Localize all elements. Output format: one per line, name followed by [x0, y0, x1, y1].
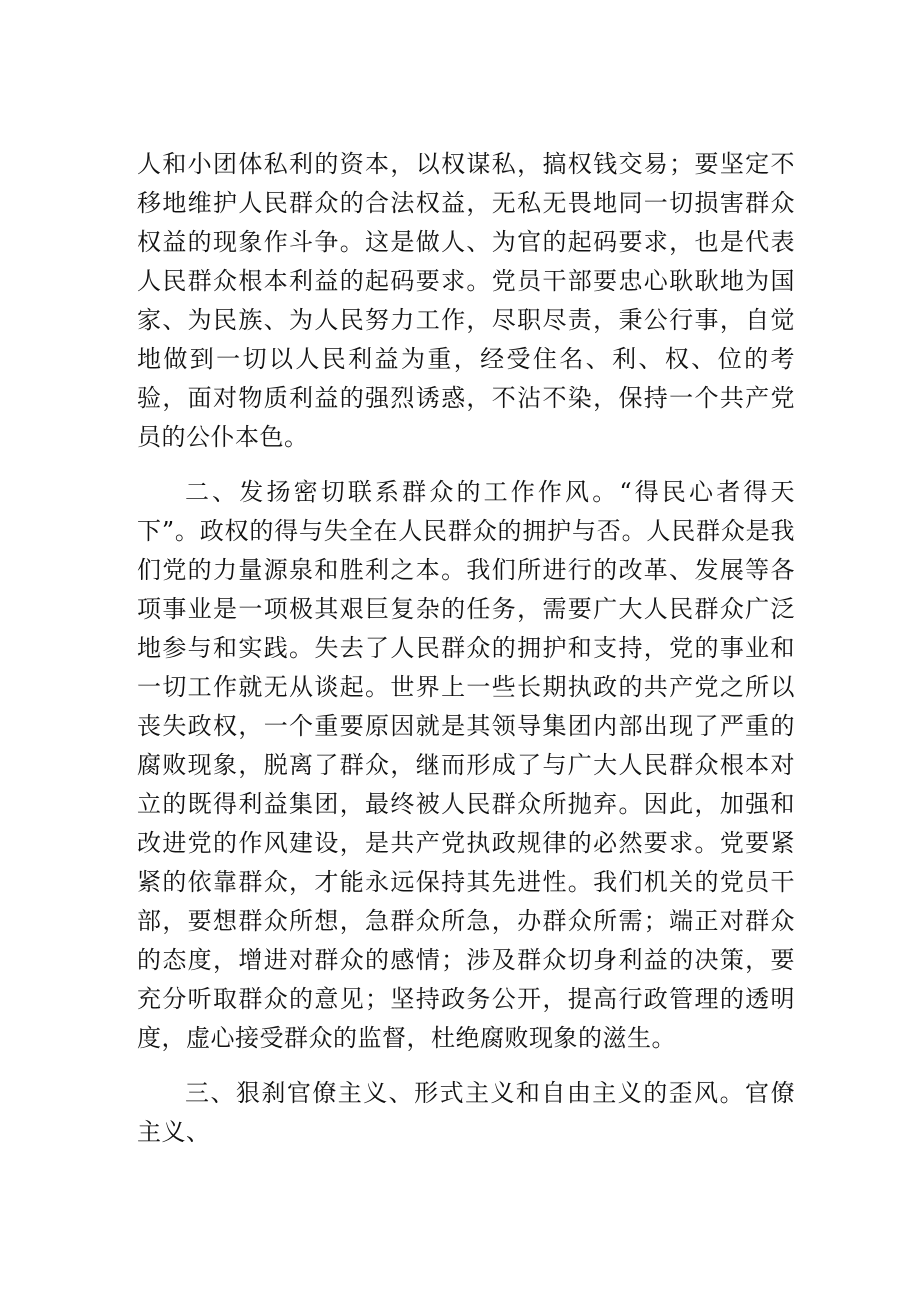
paragraph-section-two: 二、发扬密切联系群众的工作作风。“得民心者得天下”。政权的得与失全在人民群众的拥护与否。人民群众是我们党的力量源泉和胜利之本。我们所进行的改革、发展等各项事业是一项极其艰巨复杂的任务，需要广大人民群众广泛地参与和实践。失去了人民群众的拥护和支持，党的事业和一切工作就无从谈起。世界上一些长期执政的共产党之所以丧失政权，一个重要原因就是其领导集团内部出现了严重的腐败现象，脱离了群众，继而形成了与广大人民群众根本对立的既得利益集团，最终被人民群众所抛弃。因此，加强和改进党的作风建设，是共产党执政规律的必然要求。党要紧紧的依靠群众，才能永远保持其先进性。我们机关的党员干部，要想群众所想，急群众所急，办群众所需；端正对群众的态度，增进对群众的感情；涉及群众切身利益的决策，要充分听取群众的意见；坚持政务公开，提高行政管理的透明度，虚心接受群众的监督，杜绝腐败现象的滋生。 — [137, 478, 795, 1052]
paragraph-continuation: 人和小团体私利的资本，以权谋私，搞权钱交易；要坚定不移地维护人民群众的合法权益，无私无畏地同一切损害群众权益的现象作斗争。这是做人、为官的起码要求，也是代表人民群众根本利益的起码要求。党员干部要忠心耿耿地为国家、为民族、为人民努力工作，尽职尽责，秉公行事，自觉地做到一切以人民利益为重，经受住名、利、权、位的考验，面对物质利益的强烈诱惑，不沾不染，保持一个共产党员的公仆本色。 — [137, 150, 795, 451]
paragraph-section-three: 三、狠刹官僚主义、形式主义和自由主义的歪风。官僚主义、 — [137, 1079, 795, 1146]
document-body — [137, 145, 795, 1152]
